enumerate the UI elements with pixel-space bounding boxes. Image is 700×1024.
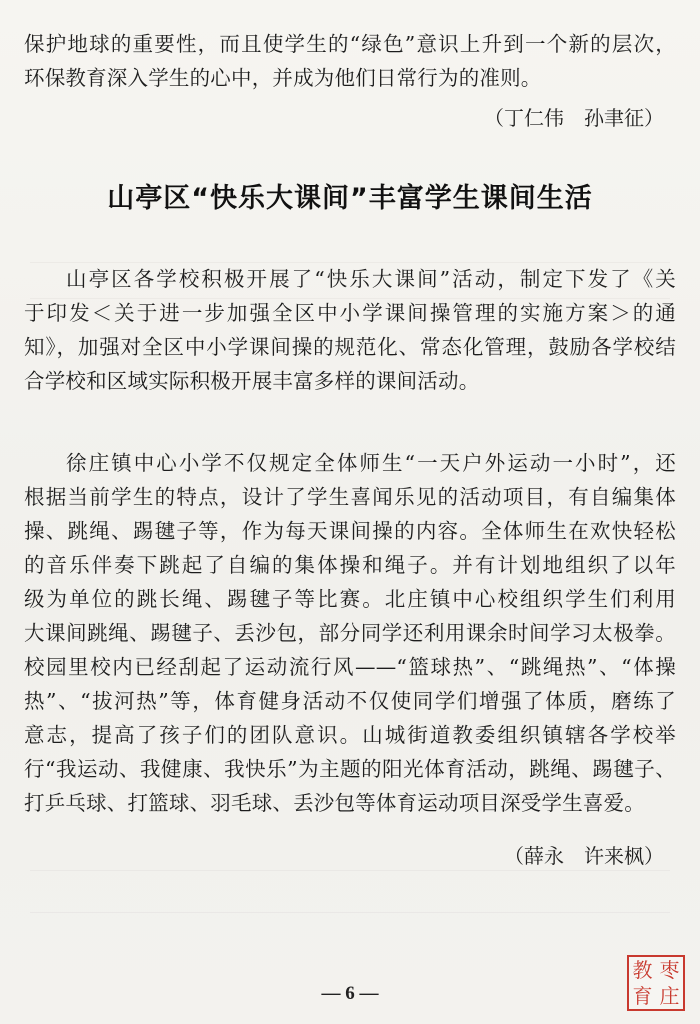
paragraph-line: 环保教育深入学生的心中，并成为他们日常行为的准则。 [24, 66, 542, 90]
paragraph-line: 合学校和区域实际积极开展丰富多样的课间活动。 [24, 369, 480, 393]
paragraph-line: 徐庄镇中心小学不仅规定全体师生“一天户外运动一小时”，还 [66, 451, 676, 475]
paragraph-line: 校园里校内已经刮起了运动流行风——“篮球热”、“跳绳热”、“体操 [24, 655, 676, 679]
paragraph-line: 大课间跳绳、踢毽子、丢沙包，部分同学还利用课余时间学习太极拳。 [24, 621, 676, 645]
continued-paragraph [24, 27, 676, 95]
paragraph-line: 意志，提高了孩子们的团队意识。山城街道教委组织镇辖各学校举 [24, 723, 676, 747]
paragraph-line: 操、跳绳、踢毽子等，作为每天课间操的内容。全体师生在欢快轻松 [24, 519, 676, 543]
article-paragraph-1 [24, 262, 676, 398]
seal-char: 枣 [659, 958, 680, 982]
paragraph-line: 知》，加强对全区中小学课间操的规范化、常态化管理，鼓励各学校结 [24, 335, 676, 359]
article-title: 山亭区“快乐大课间”丰富学生课间生活 [107, 183, 593, 214]
seal-stamp [627, 955, 685, 1011]
seal-char: 庄 [659, 984, 680, 1008]
paper-texture [30, 912, 670, 913]
paragraph-line: 级为单位的跳长绳、踢毽子等比赛。北庄镇中心校组织学生们利用 [24, 587, 676, 611]
page-number: — 6 — [321, 983, 379, 1004]
seal-char: 育 [632, 984, 653, 1008]
paragraph-line: 行“我运动、我健康、我快乐”为主题的阳光体育活动，跳绳、踢毽子、 [24, 757, 676, 781]
paragraph-line: 山亭区各学校积极开展了“快乐大课间”活动，制定下发了《关 [66, 267, 676, 291]
paragraph-line: 热”、“拔河热”等，体育健身活动不仅使同学们增强了体质，磨练了 [24, 689, 676, 713]
paragraph-line: 于印发＜关于进一步加强全区中小学课间操管理的实施方案＞的通 [24, 301, 676, 325]
paragraph-line: 保护地球的重要性，而且使学生的“绿色”意识上升到一个新的层次， [24, 32, 676, 56]
author-signature: （薛永 许来枫） [504, 844, 664, 868]
author-signature: （丁仁伟 孙聿征） [484, 106, 664, 130]
article-paragraph-2 [24, 446, 676, 820]
paragraph-line: 根据当前学生的特点，设计了学生喜闻乐见的活动项目，有自编集体 [24, 485, 676, 509]
paragraph-line: 打乒乓球、打篮球、羽毛球、丢沙包等体育运动项目深受学生喜爱。 [24, 791, 645, 815]
seal-char: 教 [632, 958, 653, 982]
paragraph-line: 的音乐伴奏下跳起了自编的集体操和绳子。并有计划地组织了以年 [24, 553, 676, 577]
